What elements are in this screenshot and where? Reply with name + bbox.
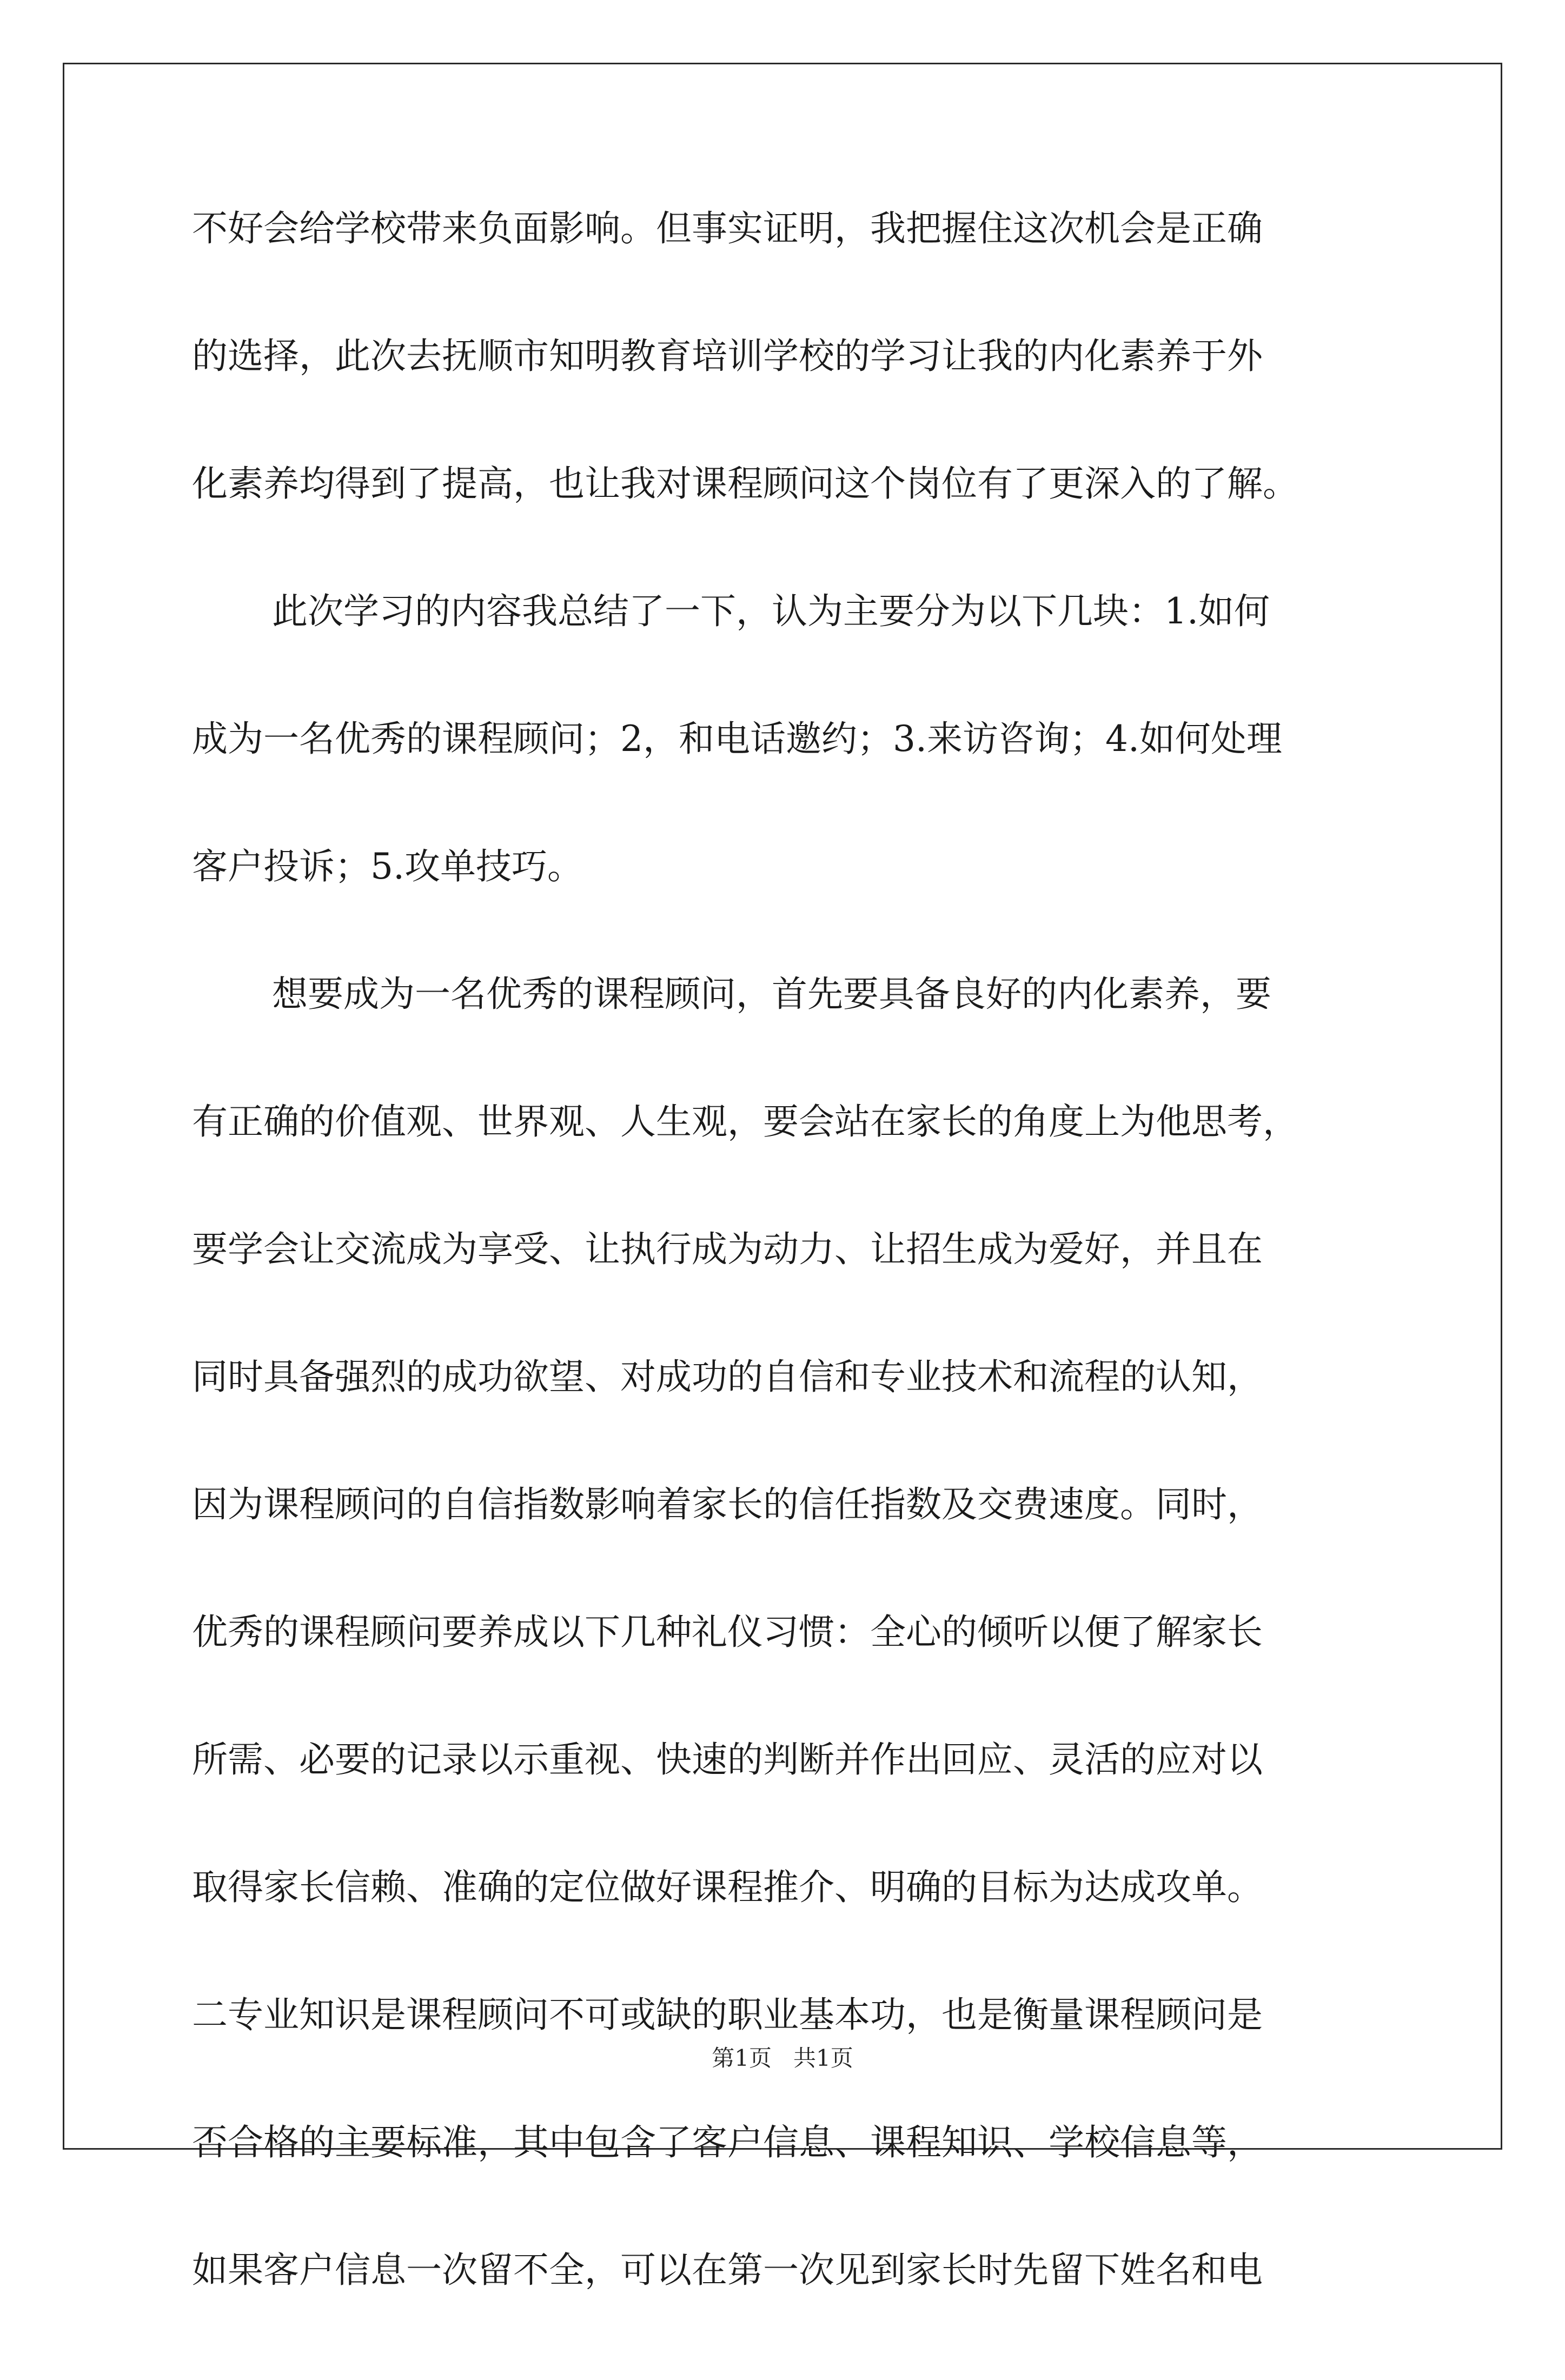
- text-line: 要学会让交流成为享受、让执行成为动力、让招生成为爱好，并且在: [192, 1228, 1263, 1270]
- text-line: 有正确的价值观、世界观、人生观，要会站在家长的角度上为他思考，: [192, 1101, 1298, 1142]
- text-line: 优秀的课程顾问要养成以下几种礼仪习惯：全心的倾听以便了解家长: [192, 1611, 1263, 1653]
- text-line: 否合格的主要标准，其中包含了客户信息、课程知识、学校信息等，: [192, 2122, 1263, 2163]
- text-line: 成为一名优秀的课程顾问；2，和电话邀约；3.来访咨询；4.如何处理: [192, 718, 1282, 760]
- text-line: 同时具备强烈的成功欲望、对成功的自信和专业技术和流程的认知，: [192, 1356, 1263, 1398]
- text-line: 客户投诉；5.攻单技巧。: [192, 846, 583, 887]
- text-line: 如果客户信息一次留不全，可以在第一次见到家长时先留下姓名和电: [192, 2249, 1263, 2291]
- text-line: 化素养均得到了提高，也让我对课程顾问这个岗位有了更深入的了解。: [192, 463, 1298, 504]
- text-line: 所需、必要的记录以示重视、快速的判断并作出回应、灵活的应对以: [192, 1739, 1263, 1780]
- text-line: 的选择，此次去抚顺市知明教育培训学校的学习让我的内化素养于外: [192, 335, 1263, 377]
- text-line: 因为课程顾问的自信指数影响着家长的信任指数及交费速度。同时，: [192, 1484, 1263, 1525]
- text-line: 取得家长信赖、准确的定位做好课程推介、明确的目标为达成攻单。: [192, 1866, 1263, 1908]
- text-line: 不好会给学校带来负面影响。但事实证明，我把握住这次机会是正确: [192, 208, 1263, 249]
- text-line: 二专业知识是课程顾问不可或缺的职业基本功，也是衡量课程顾问是: [192, 1994, 1263, 2036]
- paragraph-start-line: 想要成为一名优秀的课程顾问，首先要具备良好的内化素养，要: [272, 973, 1271, 1015]
- page-number-footer: 第1页 共1页: [712, 2045, 853, 2071]
- paragraph-start-line: 此次学习的内容我总结了一下，认为主要分为以下几块：1.如何: [272, 590, 1270, 632]
